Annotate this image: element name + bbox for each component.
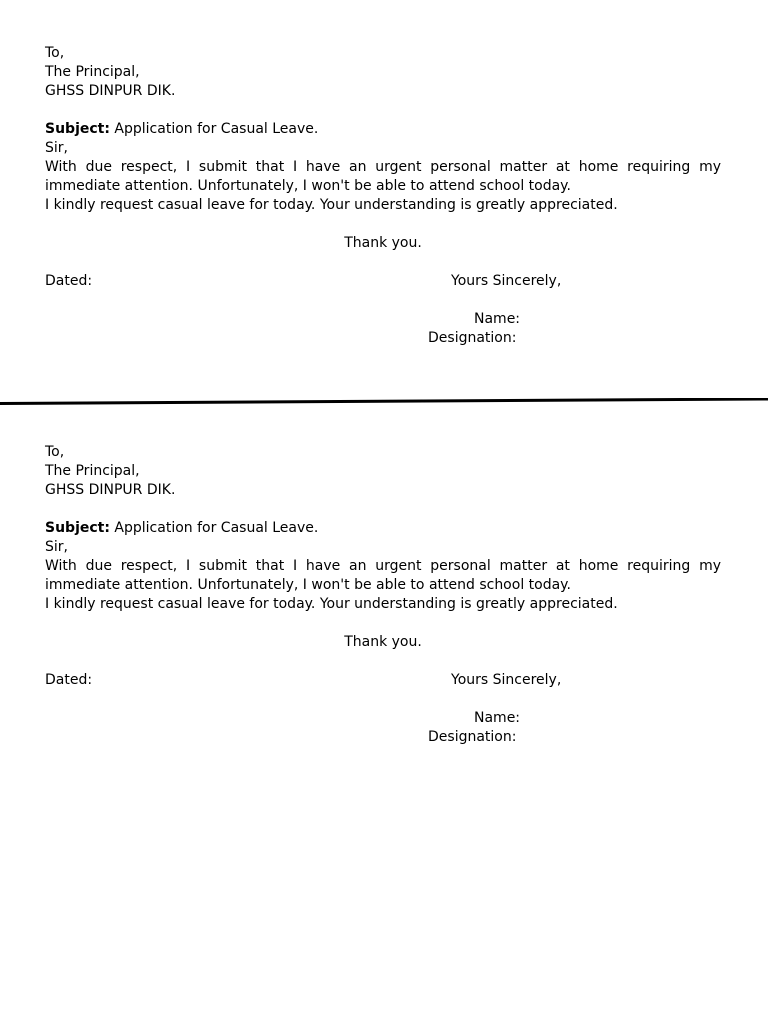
- dated-label: Dated:: [45, 672, 93, 688]
- designation-label: Designation:: [428, 729, 517, 745]
- body-paragraph-1: With due respect, I submit that I have an urgent personal matter at home requiring my immediate attention. Unfortunately, I won't be able to attend school today.: [45, 159, 721, 194]
- salutation: Sir,: [45, 539, 68, 555]
- designation-row: [45, 728, 721, 747]
- body-paragraph-1: With due respect, I submit that I have an urgent personal matter at home requiring my immediate attention. Unfortunately, I won't be able to attend school today.: [45, 558, 721, 593]
- closing-row: [45, 272, 721, 291]
- recipient-line: The Principal,: [45, 64, 140, 80]
- letter-body: [45, 158, 721, 215]
- body-paragraph-2: I kindly request casual leave for today. Your understanding is greatly appreciated.: [45, 596, 618, 612]
- name-row: [45, 709, 721, 728]
- letter-body: [45, 557, 721, 614]
- to-line: To,: [45, 444, 65, 460]
- subject-line: [45, 519, 721, 538]
- body-paragraph-2: I kindly request casual leave for today. Your understanding is greatly appreciated.: [45, 197, 618, 213]
- closing-sincerely: Yours Sincerely,: [451, 672, 562, 688]
- name-label: Name:: [474, 710, 521, 726]
- name-row: [45, 310, 721, 329]
- designation-row: [45, 329, 721, 348]
- subject-text: Application for Casual Leave.: [109, 121, 319, 137]
- dated-label: Dated:: [45, 273, 93, 289]
- subject-text: Application for Casual Leave.: [109, 520, 319, 536]
- recipient-line: The Principal,: [45, 463, 140, 479]
- designation-label: Designation:: [428, 330, 517, 346]
- school-line: GHSS DINPUR DIK.: [45, 482, 176, 498]
- thank-you-line: Thank you.: [344, 235, 422, 251]
- leave-letter-top: [45, 44, 721, 348]
- thank-you-line: Thank you.: [344, 634, 422, 650]
- name-label: Name:: [474, 311, 521, 327]
- closing-row: [45, 671, 721, 690]
- subject-label: Subject:: [45, 520, 110, 536]
- closing-sincerely: Yours Sincerely,: [451, 273, 562, 289]
- school-line: GHSS DINPUR DIK.: [45, 83, 176, 99]
- subject-label: Subject:: [45, 121, 110, 137]
- leave-letter-bottom: [45, 443, 721, 747]
- subject-line: [45, 120, 721, 139]
- salutation: Sir,: [45, 140, 68, 156]
- to-line: To,: [45, 45, 65, 61]
